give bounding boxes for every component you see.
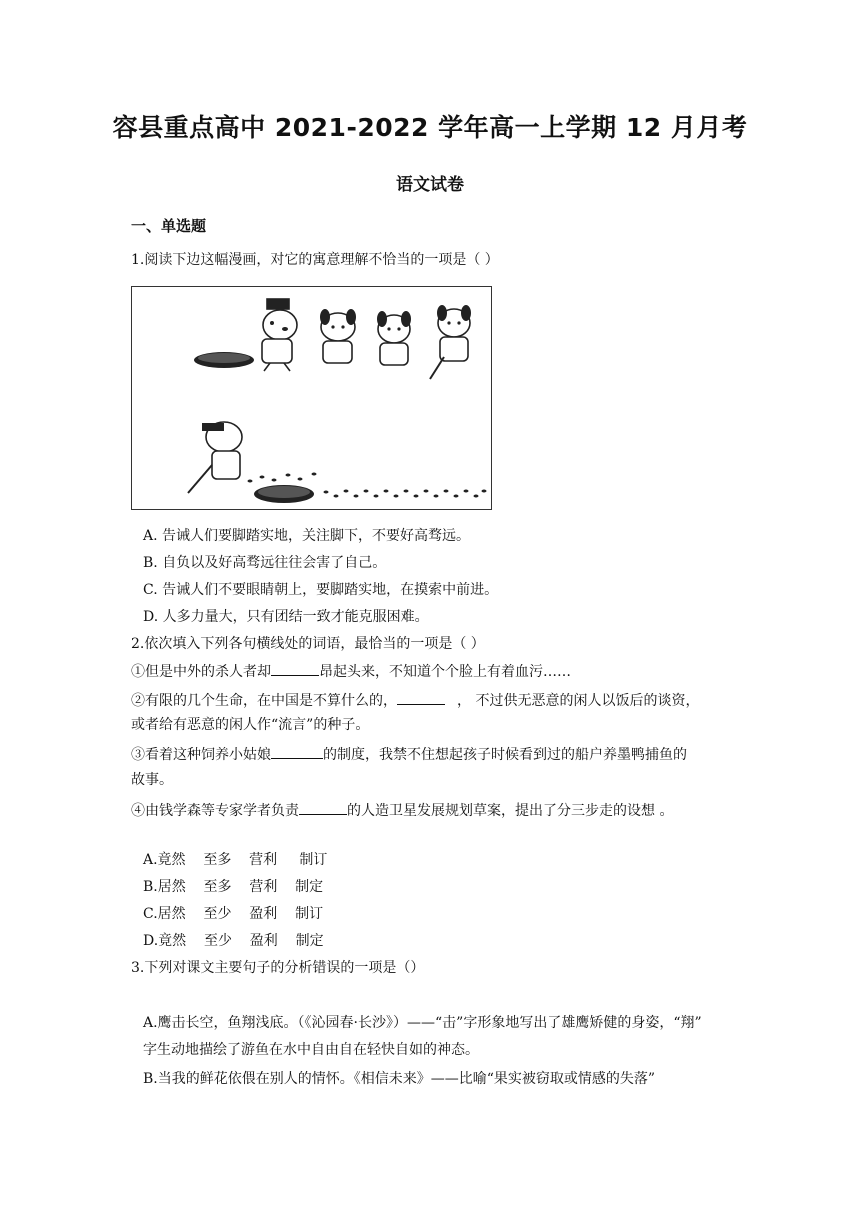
q2-sentence-4 (131, 800, 673, 821)
q3-option-a-line1: A.鹰击长空，鱼翔浅底。（《沁园春·长沙》）——“击”字形象地写出了雄鹰矫健的身姿，“翔” (143, 1015, 702, 1031)
q2-option-b: B.居然 至多 营利 制定 (143, 879, 324, 895)
q2-stem: 2.依次填入下列各句横线处的词语，最恰当的一项是（ ） (131, 636, 485, 652)
fill-blank (299, 800, 347, 815)
cartoon-figure (131, 286, 492, 510)
q1-stem: 1.阅读下边这幅漫画，对它的寓意理解不恰当的一项是（ ） (131, 252, 499, 268)
q2-option-c: C.居然 至少 盈利 制订 (143, 906, 324, 922)
q2-s1-text-a: ①但是中外的杀人者却 (131, 664, 271, 680)
q2-s4-text-b: 的人造卫星发展规划草案，提出了分三步走的设想 。 (347, 803, 674, 819)
q1-option-c: C. 告诫人们不要眼睛朝上，要脚踏实地，在摸索中前进。 (143, 582, 499, 598)
q2-sentence-3-cont: 故事。 (131, 772, 173, 788)
exam-title: 容县重点高中 2021-2022 学年高一上学期 12 月月考 (112, 113, 748, 142)
q3-option-b: B.当我的鲜花依偎在别人的情怀。《相信未来》——比喻“果实被窃取或情感的失落” (143, 1071, 656, 1087)
q2-s2-text-b: ， 不过供无恶意的闲人以饭后的谈资， (457, 693, 700, 709)
exam-subtitle: 语文试卷 (396, 175, 464, 195)
fill-blank (397, 690, 445, 705)
q2-s4-text-a: ④由钱学森等专家学者负责 (131, 803, 299, 819)
q2-s2-text-a: ②有限的几个生命，在中国是不算什么的， (131, 693, 397, 709)
q2-sentence-2-cont: 或者给有恶意的闲人作“流言”的种子。 (131, 717, 370, 733)
q1-option-b: B. 自负以及好高骛远往往会害了自己。 (143, 555, 387, 571)
q2-sentence-3 (131, 744, 687, 765)
q1-option-a: A. 告诫人们要脚踏实地，关注脚下，不要好高骛远。 (143, 528, 471, 544)
q1-option-d: D. 人多力量大，只有团结一致才能克服困难。 (143, 609, 429, 625)
q2-option-a: A.竟然 至多 营利 制订 (143, 852, 328, 868)
cartoon-drawing (132, 287, 491, 509)
q2-s3-text-a: ③看着这种饲养小姑娘 (131, 747, 271, 763)
q2-s1-text-b: 昂起头来，不知道个个脸上有着血污…… (319, 664, 571, 680)
q3-stem: 3.下列对课文主要句子的分析错误的一项是（） (131, 960, 425, 976)
q3-option-a-line2: 字生动地描绘了游鱼在水中自由自在轻快自如的神态。 (143, 1042, 479, 1058)
q2-option-d: D.竟然 至少 盈利 制定 (143, 933, 324, 949)
fill-blank (271, 661, 319, 676)
q2-sentence-2 (131, 690, 699, 711)
q2-s3-text-b: 的制度，我禁不住想起孩子时候看到过的船户养墨鸭捕鱼的 (323, 747, 687, 763)
q2-sentence-1 (131, 661, 571, 682)
section-heading: 一、单选题 (131, 217, 207, 235)
fill-blank (271, 744, 323, 759)
